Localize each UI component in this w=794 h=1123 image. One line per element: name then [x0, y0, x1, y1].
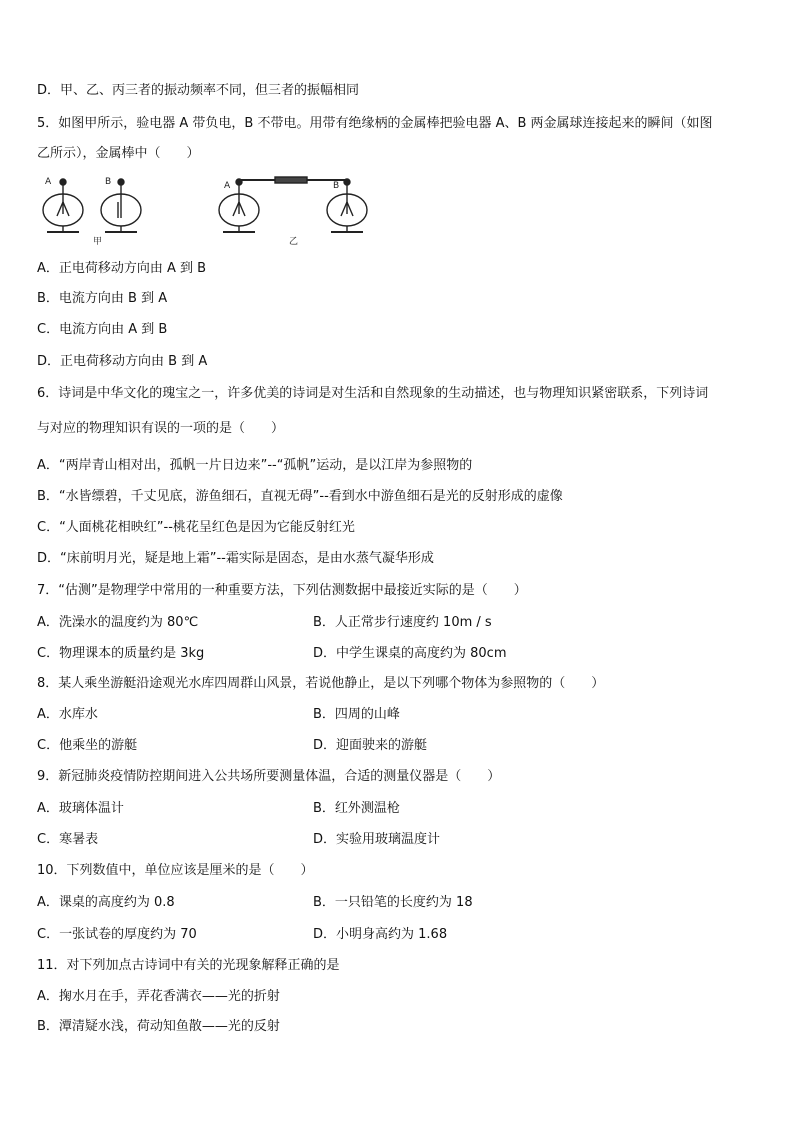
q10-option-c: C．一张试卷的厚度约为 70: [37, 927, 197, 942]
q5-option-b: B．电流方向由 B 到 A: [37, 291, 168, 306]
q9-stem: 9．新冠肺炎疫情防控期间进入公共场所要测量体温，合适的测量仪器是（ ）: [37, 769, 501, 784]
electroscope-figure: [37, 172, 377, 250]
q8-option-a: A．水库水: [37, 707, 98, 722]
q6-option-a: A．“两岸青山相对出，孤帆一片日边来”--“孤帆”运动，是以江岸为参照物的: [37, 458, 473, 473]
q9-option-b: B．红外测温枪: [313, 801, 400, 816]
label-a-jia: A: [45, 177, 52, 187]
label-b-jia: B: [105, 177, 112, 187]
q8-option-c: C．他乘坐的游艇: [37, 738, 138, 753]
q7-option-d: D．中学生课桌的高度约为 80cm: [313, 646, 507, 661]
q9-option-a: A．玻璃体温计: [37, 801, 124, 816]
q10-option-d: D．小明身高约为 1.68: [313, 927, 448, 942]
q7-option-a: A．洗澡水的温度约为 80℃: [37, 615, 199, 630]
q11-option-b: B．潭清疑水浅，荷动知鱼散——光的反射: [37, 1019, 280, 1034]
q6-option-c: C．“人面桃花相映红”--桃花呈红色是因为它能反射红光: [37, 520, 355, 535]
metal-rod: [239, 177, 347, 183]
q7-stem: 7．“估测”是物理学中常用的一种重要方法，下列估测数据中最接近实际的是（ ）: [37, 583, 527, 598]
q10-stem: 10．下列数值中，单位应该是厘米的是（ ）: [37, 863, 314, 878]
q9-option-c: C．寒暑表: [37, 832, 99, 847]
q6-stem-line1: 6．诗词是中华文化的瑰宝之一，许多优美的诗词是对生活和自然现象的生动描述，也与物理知识紧密联系，下列诗词: [37, 386, 709, 401]
label-b-yi: B: [333, 181, 340, 191]
caption-yi: 乙: [289, 237, 299, 247]
q11-stem: 11．对下列加点古诗词中有关的光现象解释正确的是: [37, 958, 340, 973]
label-a-yi: A: [224, 181, 231, 191]
q5-option-d: D．正电荷移动方向由 B 到 A: [37, 354, 208, 369]
q4-option-d: D．甲、乙、丙三者的振动频率不同，但三者的振幅相同: [37, 83, 360, 98]
q6-option-b: B．“水皆缥碧，千丈见底，游鱼细石，直视无碍”--看到水中游鱼细石是光的反射形成的虚像: [37, 489, 563, 504]
q7-option-b: B．人正常步行速度约 10m / s: [313, 615, 492, 630]
q10-option-a: A．课桌的高度约为 0.8: [37, 895, 175, 910]
q5-stem-line1: 5．如图甲所示，验电器 A 带负电，B 不带电。用带有绝缘柄的金属棒把验电器 A、B 两金属球连接起来的瞬间（如图: [37, 116, 713, 131]
q5-stem-line2: 乙所示），金属棒中（ ）: [37, 146, 200, 161]
q11-option-a: A．掬水月在手，弄花香满衣——光的折射: [37, 989, 280, 1004]
q5-option-a: A．正电荷移动方向由 A 到 B: [37, 261, 207, 276]
q5-option-c: C．电流方向由 A 到 B: [37, 322, 168, 337]
q8-stem: 8．某人乘坐游艇沿途观光水库四周群山风景，若说他静止，是以下列哪个物体为参照物的（ ）: [37, 676, 605, 691]
q6-option-d: D．“床前明月光，疑是地上霜”--霜实际是固态，是由水蒸气凝华形成: [37, 551, 434, 566]
q7-option-c: C．物理课本的质量约是 3kg: [37, 646, 205, 661]
caption-jia: 甲: [93, 237, 103, 247]
q6-stem-line2: 与对应的物理知识有误的一项的是（ ）: [37, 421, 285, 436]
q10-option-b: B．一只铅笔的长度约为 18: [313, 895, 473, 910]
q9-option-d: D．实验用玻璃温度计: [313, 832, 441, 847]
q8-option-d: D．迎面驶来的游艇: [313, 738, 428, 753]
q8-option-b: B．四周的山峰: [313, 707, 400, 722]
